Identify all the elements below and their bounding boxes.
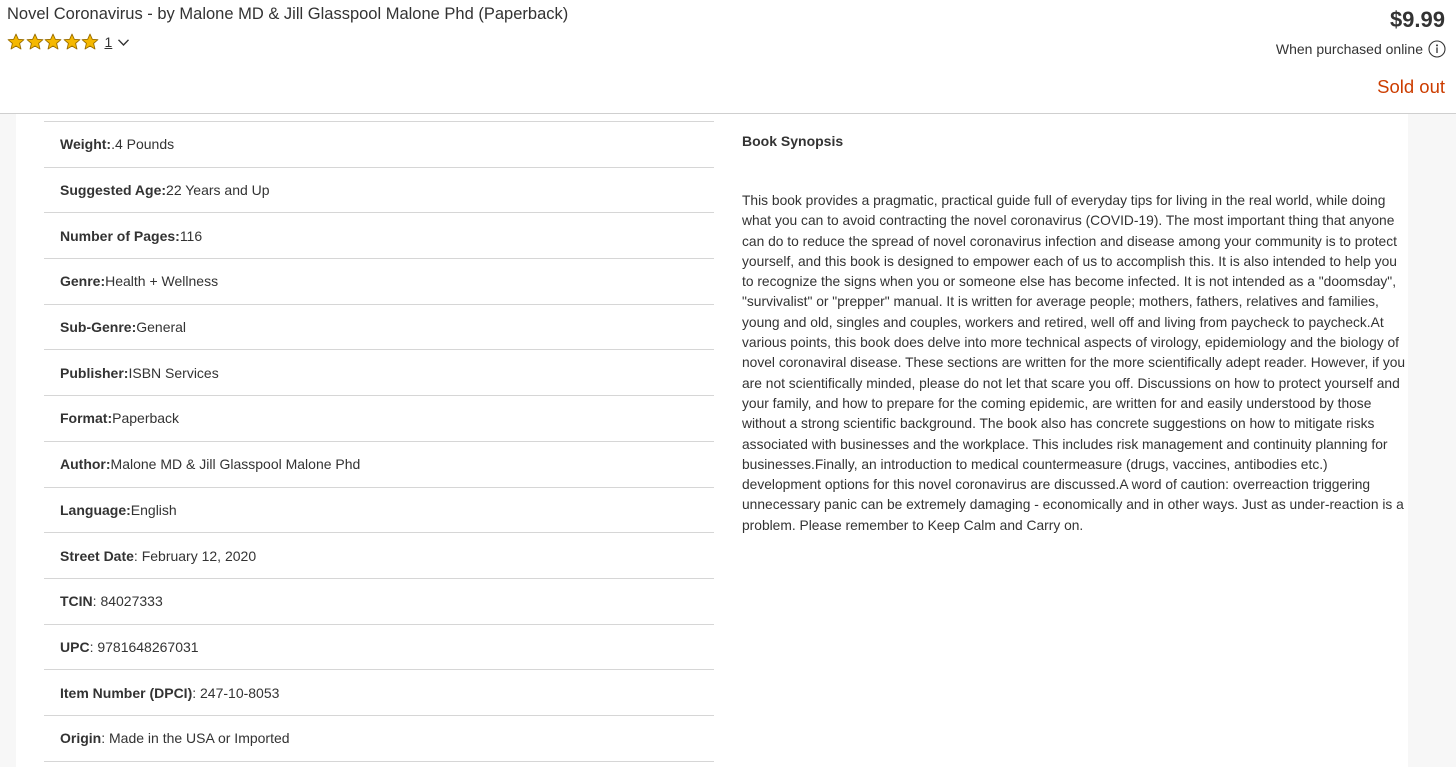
spec-row-number-of-pages [44, 213, 714, 259]
spec-row-sub-genre [44, 305, 714, 351]
spec-label: Sub-Genre: [60, 319, 137, 336]
star-icon [81, 33, 99, 51]
spec-label: Item Number (DPCI) [60, 684, 193, 701]
rating-stars[interactable] [7, 33, 100, 51]
spec-row-tcin [44, 579, 714, 625]
spec-value: Paperback [112, 410, 180, 427]
spec-value: : 9781648267031 [89, 638, 199, 655]
spec-value: Health + Wellness [105, 273, 219, 290]
synopsis-text: This book provides a pragmatic, practical guide full of everyday tips for living in the real world, while doing what you can to avoid contracting the novel coronavirus (COVID-19). The most important thing that anyone can do to reduce the spread of novel coronavirus infection and disease among your community is to protect yourself, and this book is designed to empower each of us to accomplish this. It is also intended to help you to recognize the signs when you or someone else has become infected. It is not intended as a "doomsday", "survivalist" or "prepper" manual. It is written for average people; mothers, fathers, relatives and families, young and old, singles and couples, workers and retired, well off and living from paycheck to paycheck.At various points, this book does delve into more technical aspects of virology, epidemiology and the biology of novel coronaviral disease. These sections are written for the more scientifically adept reader. However, if you are not scientifically minded, please do not let that scare you off. Discussions on how to protect yourself and your family, and how to prepare for the coming epidemic, are written for and easily understood by those without a strong scientific background. The book also has concrete suggestions on how to mitigate risks associated with businesses and the workplace. This includes risk management and continuity planning for businesses.Finally, an introduction to medical countermeasure (drugs, vaccines, antibodies etc.) development options for this novel coronavirus are discussed.A word of caution: overreaction triggering unnecessary panic can be extremely damaging - economically and in other ways. Just as under-reaction is a problem. Please remember to Keep Calm and Carry on. [742, 193, 1406, 533]
spec-row-item-number [44, 670, 714, 716]
stock-status: Sold out [1377, 76, 1445, 97]
spec-label: Language: [60, 501, 131, 518]
spec-row-weight [44, 122, 714, 168]
spec-label: TCIN [60, 593, 93, 610]
star-icon [44, 33, 62, 51]
spec-value: : 247-10-8053 [192, 684, 280, 701]
spec-row-origin [44, 716, 714, 762]
spec-label: Author: [60, 456, 111, 473]
spec-value: ISBN Services [128, 364, 219, 381]
star-icon [7, 33, 25, 51]
spec-label: Format: [60, 410, 113, 427]
spec-value: General [136, 319, 187, 336]
spec-label: Street Date [60, 547, 134, 564]
spec-row-author [44, 442, 714, 488]
spec-label: Origin [60, 730, 102, 747]
spec-label: Weight: [60, 136, 112, 153]
spec-value: Malone MD & Jill Glasspool Malone Phd [110, 456, 361, 473]
spec-label: Genre: [60, 273, 106, 290]
specifications-list [44, 121, 714, 762]
spec-row-publisher [44, 350, 714, 396]
rating-count-link[interactable]: 1 [104, 34, 113, 50]
chevron-down-icon[interactable] [117, 38, 130, 47]
spec-row-street-date [44, 533, 714, 579]
spec-label: UPC [60, 638, 90, 655]
spec-row-format [44, 396, 714, 442]
spec-value: : Made in the USA or Imported [101, 730, 290, 747]
spec-label: Number of Pages: [60, 227, 180, 244]
price: $9.99 [1389, 7, 1445, 32]
rating[interactable] [7, 31, 130, 53]
spec-value: : February 12, 2020 [133, 547, 257, 564]
product-header [0, 0, 1456, 114]
spec-label: Publisher: [60, 364, 129, 381]
spec-row-upc [44, 625, 714, 671]
synopsis-heading: Book Synopsis [742, 133, 844, 149]
spec-row-suggested-age [44, 168, 714, 214]
purchase-note-text: When purchased online [1275, 41, 1423, 57]
spec-value: 22 Years and Up [166, 182, 270, 199]
spec-value: .4 Pounds [111, 136, 175, 153]
info-icon[interactable] [1428, 40, 1446, 58]
spec-value: 116 [179, 227, 203, 244]
star-icon [63, 33, 81, 51]
spec-row-genre [44, 259, 714, 305]
book-synopsis [742, 133, 1410, 536]
spec-label: Suggested Age: [60, 182, 167, 199]
purchase-note [1276, 40, 1446, 58]
spec-value: : 84027333 [92, 593, 163, 610]
spec-row-language [44, 488, 714, 534]
product-title: Novel Coronavirus - by Malone MD & Jill Glasspool Malone Phd (Paperback) [7, 5, 569, 23]
star-icon [26, 33, 44, 51]
spec-value: English [130, 501, 177, 518]
